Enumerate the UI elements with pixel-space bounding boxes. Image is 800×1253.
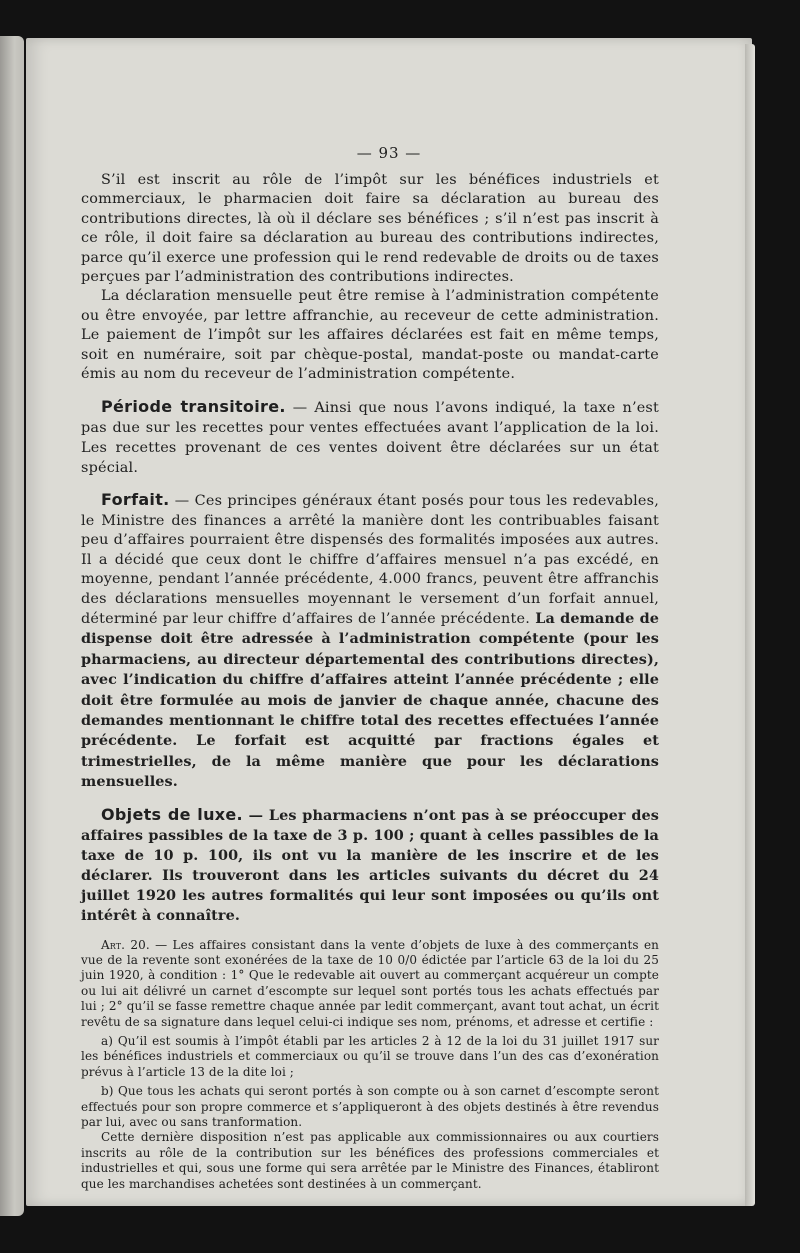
heading-objets-de-luxe: Objets de luxe.	[101, 804, 243, 824]
article-item-b: b) Que tous les achats qui seront portés à son compte ou à son carnet d’escompte seront effectués pour son propre commerce et s’appliqueront à des objets destinés à être revendus par lui, avec ou sans tranformation.	[81, 1084, 659, 1130]
paragraph-declaration-bureau: S’il est inscrit au rôle de l’impôt sur les bénéfices industriels et commerciaux, le pharmacien doit faire sa déclaration au bureau des contributions directes, là où il déclare ses bénéfices ; s’il n’est pas inscrit à ce rôle, il doit faire sa déclaration au bureau des contributions indirectes, parce qu’il exerce une profession qui le rend redevable de droits ou de taxes perçues par l’administration des contributions indirectes.	[81, 172, 659, 286]
section-periode-transitoire-text: — Ainsi que nous l’avons indiqué, la taxe n’est pas due sur les recettes pour ventes effectuées avant l’application de la loi. Les recettes provenant de ces ventes doivent être déclarées sur un état spécial.	[81, 400, 659, 477]
section-objets-de-luxe	[81, 805, 659, 926]
book-page	[26, 38, 752, 1206]
section-forfait-bold-text: La demande de dispense doit être adressée à l’administration compétente (pour les pharmaciens, au directeur départemental des contributions directes), avec l’indication du chiffre d’affaires atteint l’année précédente ; elle doit être formulée au mois de janvier de chaque année, chacune des demandes mentionnant le chiffre total des recettes effectuées l’année précédente. Le forfait est acquitté par fractions égales et trimestrielles, de la même manière que pour les déclarations mensuelles.	[81, 609, 660, 791]
section-objets-de-luxe-text: — Les pharmaciens n’ont pas à se préoccuper des affaires passibles de la taxe de 3 p. 100 ; quant à celles passibles de la taxe de 10 p. 100, ils ont vu la manière de les inscrire et de les déclarer. Ils trouveront dans les articles suivants du décret du 24 juillet 1920 les autres formalités qui leur sont imposées ou qu’ils ont intérêt à connaître.	[81, 806, 659, 924]
page-number: — 93 —	[356, 144, 422, 162]
paragraph-monthly-declaration: La déclaration mensuelle peut être remise à l’administration compétente ou être envoyée, par lettre affranchie, au receveur de cette administration. Le paiement de l’impôt sur les affaires déclarées est fait en même temps, soit en numéraire, soit par chèque-postal, mandat-poste ou mandat-carte émis au nom du receveur de l’administration compétente.	[81, 288, 659, 383]
article-20	[81, 938, 659, 1193]
previous-page-edge	[0, 36, 24, 1216]
heading-forfait: Forfait.	[101, 490, 170, 510]
section-forfait	[81, 490, 659, 792]
article-item-a: a) Qu’il est soumis à l’impôt établi par les articles 2 à 12 de la loi du 31 juillet 1917 sur les bénéfices industriels et commerciaux ou qu’il se trouve dans l’un des cas d’exonération prévus à l’article 13 de la dite loi ;	[81, 1034, 659, 1079]
section-forfait-text: — Ces principes généraux étant posés pour tous les redevables, le Ministre des finances a arrêté la manière dont les contribuables faisant peu d’affaires pourraient être dispensés des formalités imposées aux autres. Il a décidé que ceux dont le chiffre d’affaires mensuel n’a pas excédé, en moyenne, pendant l’année précédente, 4.000 francs, peuvent être affranchis des déclarations mensuelles moyennant le versement d’un forfait annuel, déterminé par leur chiffre d’affaires de l’année précédente.	[81, 493, 659, 627]
section-periode-transitoire	[81, 397, 659, 478]
heading-periode-transitoire: Période transitoire.	[101, 397, 286, 417]
article-20-intro: Art. 20. — Les affaires consistant dans la vente d’objets de luxe à des commerçants en vue de la revente sont exonérées de la taxe de 10 0/0 édictée par l’article 63 de la loi du 25 juin 1920, à condition : 1° Que le redevable ait ouvert au commerçant acquéreur un compte ou lui ait délivré un carnet d’escompte sur lequel sont portés tous les achats effectués par lui ; 2° qu’il se fasse remettre chaque année par ledit commerçant, avant tout achat, un écrit revêtu de sa signature dans lequel celui-ci indique ses nom, prénoms, et adresse et certifie :	[81, 937, 659, 1029]
article-label: Art. 20.	[101, 937, 150, 952]
page-edge	[745, 44, 755, 1206]
body-text	[81, 171, 659, 1192]
article-closing: Cette dernière disposition n’est pas applicable aux commissionnaires ou aux courtiers inscrits au rôle de la contribution sur les bénéfices des professions commerciales et industrielles et qui, sous une forme qui sera arrêtée par le Ministre des Finances, établiront que les marchandises achetées sont destinées à un commerçant.	[81, 1130, 659, 1191]
